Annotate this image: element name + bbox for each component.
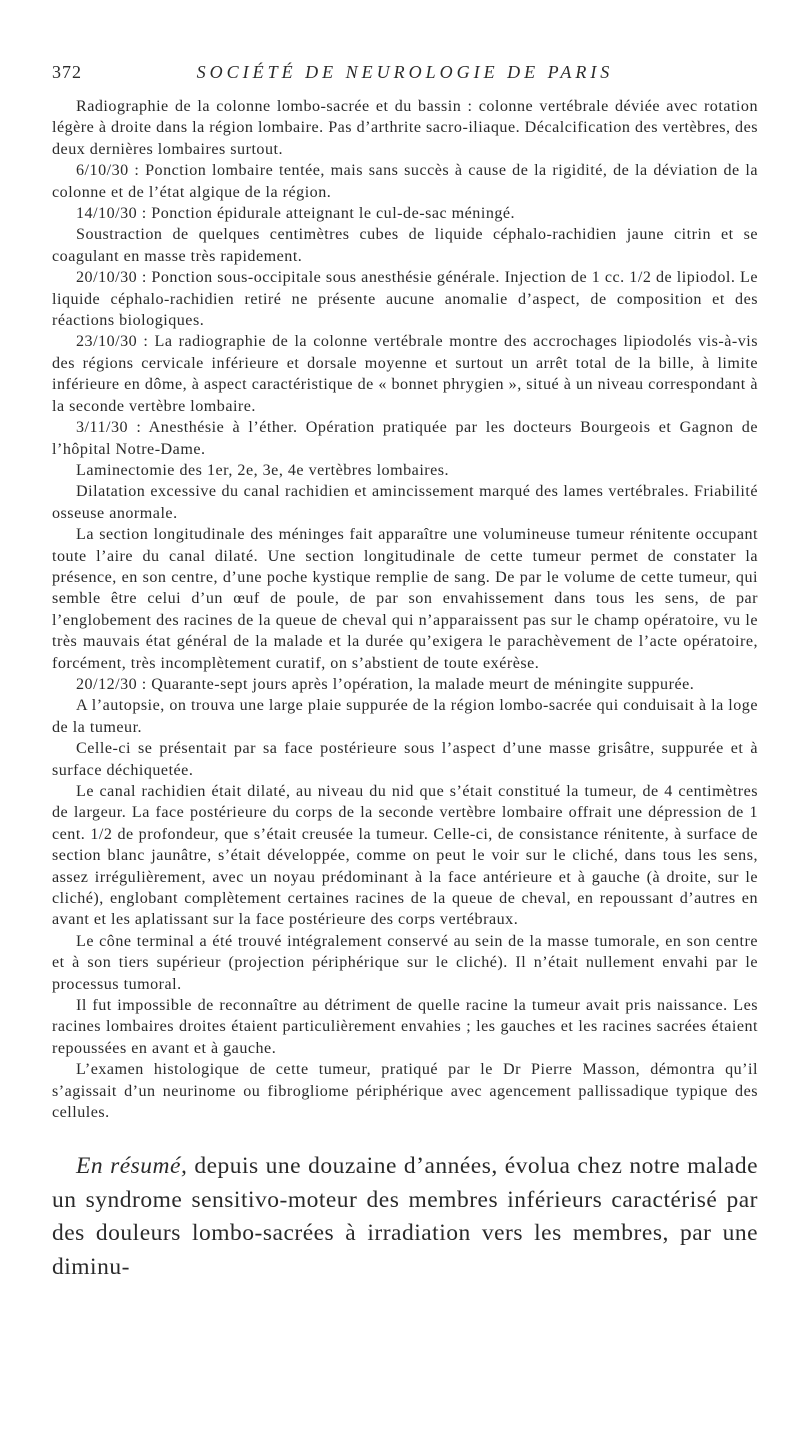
body-text	[52, 96, 758, 1124]
paragraph: Dilatation excessive du canal rachidien et amincissement marqué des lames vertébrales. Friabilité osseuse anormale.	[52, 483, 758, 522]
summary-lead: En résumé,	[76, 1153, 188, 1179]
paragraph: 6/10/30 : Ponction lombaire tentée, mais sans succès à cause de la rigidité, de la déviation de la colonne et de l’état algique de la région.	[52, 162, 758, 201]
paragraph: 20/10/30 : Ponction sous-occipitale sous anesthésie générale. Injection de 1 cc. 1/2 de lipiodol. Le liquide céphalo-rachidien retiré ne présente aucune anomalie d’aspect, de composition et des réactions biologiques.	[52, 269, 758, 330]
paragraph: Radiographie de la colonne lombo-sacrée et du bassin : colonne vertébrale déviée avec rotation légère à droite dans la région lombaire. Pas d’arthrite sacro-iliaque. Décalcification des vertèbres, des deux dernières lombaires surtout.	[52, 98, 758, 158]
summary-section	[52, 1150, 758, 1284]
paragraph: Le canal rachidien était dilaté, au niveau du nid que s’était constitué la tumeur, de 4 centimètres de largeur. La face postérieure du corps de la seconde vertèbre lombaire offrait une dépression de 1 cent. 1/2 de profondeur, que s’était creusée la tumeur. Celle-ci, de consistance rénitente, à surface de section blanc jaunâtre, s’était développée, comme on peut le voir sur le cliché, dans tous les sens, assez irrégulièrement, avec un noyau prédominant à la face antérieure et à gauche (à droite, sur le cliché), englobant complètement certaines racines de la queue de cheval, en repoussant d’autres en avant et les aplatissant sur la face postérieure des corps vertébraux.	[52, 783, 758, 929]
paragraph: 3/11/30 : Anesthésie à l’éther. Opération pratiquée par les docteurs Bourgeois et Gagnon de l’hôpital Notre-Dame.	[52, 419, 758, 458]
paragraph: 20/12/30 : Quarante-sept jours après l’opération, la malade meurt de méningite suppurée.	[76, 675, 695, 693]
paragraph: Le cône terminal a été trouvé intégralement conservé au sein de la masse tumorale, en son centre et à son tiers supérieur (projection périphérique sur le cliché). Il n’était nullement envahi par le processus tumoral.	[52, 932, 758, 993]
paragraph: A l’autopsie, on trouva une large plaie suppurée de la région lombo-sacrée qui conduisait à la loge de la tumeur.	[52, 697, 758, 736]
paragraph: Celle-ci se présentait par sa face postérieure sous l’aspect d’une masse grisâtre, suppurée et à surface déchiquetée.	[52, 740, 758, 779]
paragraph: Soustraction de quelques centimètres cubes de liquide céphalo-rachidien jaune citrin et se coagulant en masse très rapidement.	[52, 226, 758, 265]
page-number: 372	[52, 62, 82, 82]
paragraph: 14/10/30 : Ponction épidurale atteignant le cul-de-sac méningé.	[76, 205, 516, 223]
running-title: SOCIÉTÉ DE NEUROLOGIE DE PARIS	[196, 62, 614, 82]
paragraph: Laminectomie des 1er, 2e, 3e, 4e vertèbres lombaires.	[76, 461, 450, 479]
paragraph: Il fut impossible de reconnaître au détriment de quelle racine la tumeur avait pris naissance. Les racines lombaires droites étaient particulièrement envahies ; les gauches et les racines sacrées étaient repoussées en avant et à gauche.	[52, 997, 758, 1057]
summary-text: depuis une douzaine d’années, évolua chez notre malade un syndrome sensitivo-moteur des membres inférieurs caractérisé par des douleurs lombo-sacrées à irradiation vers les membres, par une diminu-	[52, 1153, 758, 1280]
summary-paragraph	[52, 1150, 758, 1284]
paragraph: L’examen histologique de cette tumeur, pratiqué par le Dr Pierre Masson, démontra qu’il s’agissait d’un neurinome ou fibrogliome périphérique avec agencement pallissadique typique des cellules.	[52, 1061, 758, 1122]
paragraph: 23/10/30 : La radiographie de la colonne vertébrale montre des accrochages lipiodolés vis-à-vis des régions cervicale inférieure et dorsale moyenne et surtout un arrêt total de la bille, à limite inférieure en dôme, à aspect caractéristique de « bonnet phrygien », situé à un niveau correspondant à la seconde vertèbre lombaire.	[52, 333, 758, 415]
paragraph: La section longitudinale des méninges fait apparaître une volumineuse tumeur rénitente occupant toute l’aire du canal dilaté. Une section longitudinale de cette tumeur permet de constater la présence, en son centre, d’une poche kystique remplie de sang. De par le volume de cette tumeur, qui semble être celui d’un œuf de poule, de par son envahissement dans tous les sens, de par l’englobement des racines de la queue de cheval qui n’apparaissent pas sur le champ opératoire, vu le très mauvais état général de la malade et la durée qu’exigera le parachèvement de l’acte opératoire, forcément, très incomplètement curatif, on s’abstient de toute exérèse.	[52, 526, 758, 672]
page-header	[52, 62, 758, 86]
